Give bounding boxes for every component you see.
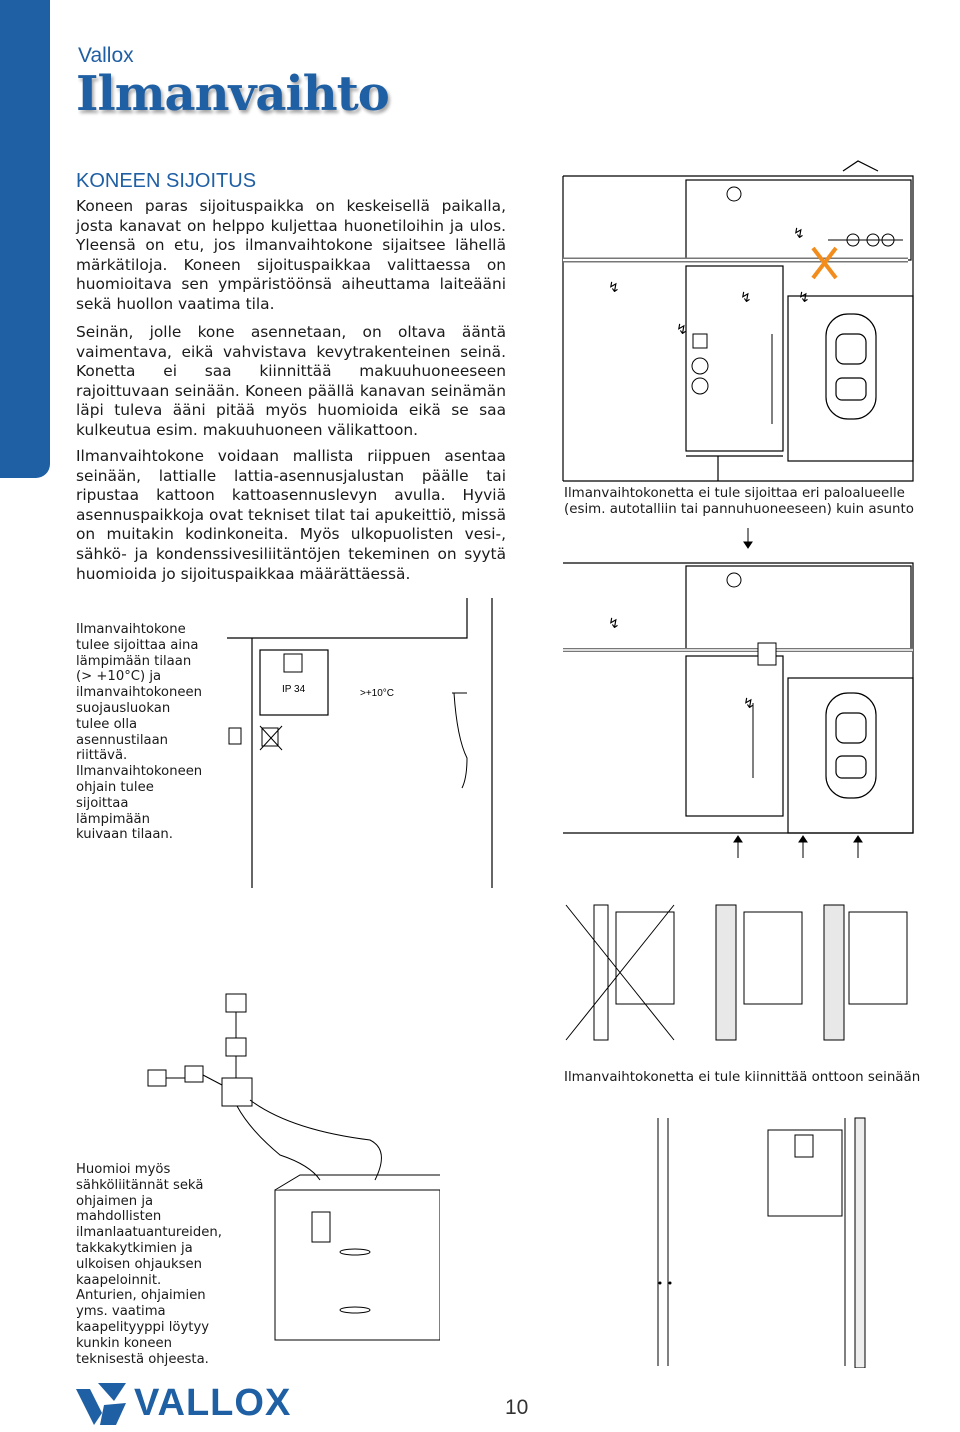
temperature-label: >+10°C: [360, 688, 395, 699]
svg-text:↯: ↯: [608, 279, 620, 295]
ip-rating-label: IP 34: [282, 684, 306, 695]
svg-text:↯: ↯: [743, 695, 755, 711]
floorplan-garage-figure: [558, 528, 920, 888]
svg-text:↯: ↯: [793, 225, 805, 241]
warm-space-figure: [222, 598, 502, 888]
vallox-logo-text: VALLOX: [134, 1382, 292, 1424]
body-paragraph-1: Koneen paras sijoituspaikka on keskeisellä paikalla, josta kanavat on helppo kuljettaa huonetiloihin ja ulos. Yleensä on etu, jos ilmanvaihtokone sijaitsee lähellä märkätiloja. Koneen sijoituspaikkaa valittaessa on huomioitava sen ympäristöönsä aiheuttama laiteääni sekä huollon vaatima tila.: [76, 197, 506, 313]
section-heading: KONEEN SIJOITUS: [76, 170, 257, 192]
wall-types-figure: [564, 900, 924, 1050]
page-number: 10: [505, 1396, 529, 1419]
fire-zone-warning-icon: [813, 248, 836, 278]
page-title: Ilmanvaihto: [76, 66, 389, 122]
svg-text:↯: ↯: [740, 289, 752, 305]
warm-space-note: Ilmanvaihtokone tulee sijoittaa aina lämpimään tilaan (> +10°C) ja ilmanvaihtokoneen suojausluokan tulee olla asennustilaan riittävä. Ilmanvaihtokoneen ohjain tulee sijoittaa lämpimään kuivaan tilaan.: [76, 622, 203, 843]
vallox-logo: [76, 1382, 291, 1425]
floorplan-fire-zone-figure: [558, 156, 920, 486]
car-icon: [826, 314, 876, 419]
body-paragraph-3: Ilmanvaihtokone voidaan mallista riippuen asentaa seinään, lattialle lattia-asennusjalustan päälle tai ripustaa kattoon kattoasennuslevyn avulla. Hyviä asennuspaikkoja ovat tekniset tilat tai apukeittiö, missä on muitakin kodinkoneita. Myös ulkopuolisten vesi-, sähkö- ja kondenssivesiliitäntöjen tekeminen on syytä huomioida jo sijoituspaikkaa määrättäessä.: [76, 447, 506, 583]
svg-text:↯: ↯: [676, 321, 688, 337]
svg-text:↯: ↯: [608, 615, 620, 631]
brand-name: Vallox: [78, 44, 134, 67]
electrical-note: Huomioi myös sähköliitännät sekä ohjaimen ja mahdollisten ilmanlaatuantureiden, takkakytkimien ja ulkoisen ohjauksen kaapeloinnit. Anturien, ohjaimien yms. vaatima kaapelityyppi löytyy kunkin koneen teknisestä ohjeesta.: [76, 1162, 222, 1367]
wall-mount-figure: [640, 1108, 870, 1368]
vallox-logo-icon: [76, 1383, 126, 1425]
brand-sidebar-bar: [0, 0, 50, 478]
body-paragraph-2: Seinän, jolle kone asennetaan, on oltava ääntä vaimentava, eikä vahvistava kevytrakenteinen seinä. Konetta ei saa kiinnittää makuuhuoneeseen rajoittuvaan seinään. Koneen päällä kanavan seinämän läpi tuleva ääni pitää myös huomioida eikä se saa kulkeutua esim. makuuhuoneen välikattoon.: [76, 323, 506, 439]
svg-text:↯: ↯: [798, 289, 810, 305]
fire-zone-caption: Ilmanvaihtokonetta ei tule sijoittaa eri paloalueelle (esim. autotalliin tai pannuhuoneeseen) kuin asunto: [564, 486, 914, 517]
hollow-wall-caption: Ilmanvaihtokonetta ei tule kiinnittää onttoon seinään: [564, 1070, 921, 1085]
car-icon-2: [826, 693, 876, 798]
